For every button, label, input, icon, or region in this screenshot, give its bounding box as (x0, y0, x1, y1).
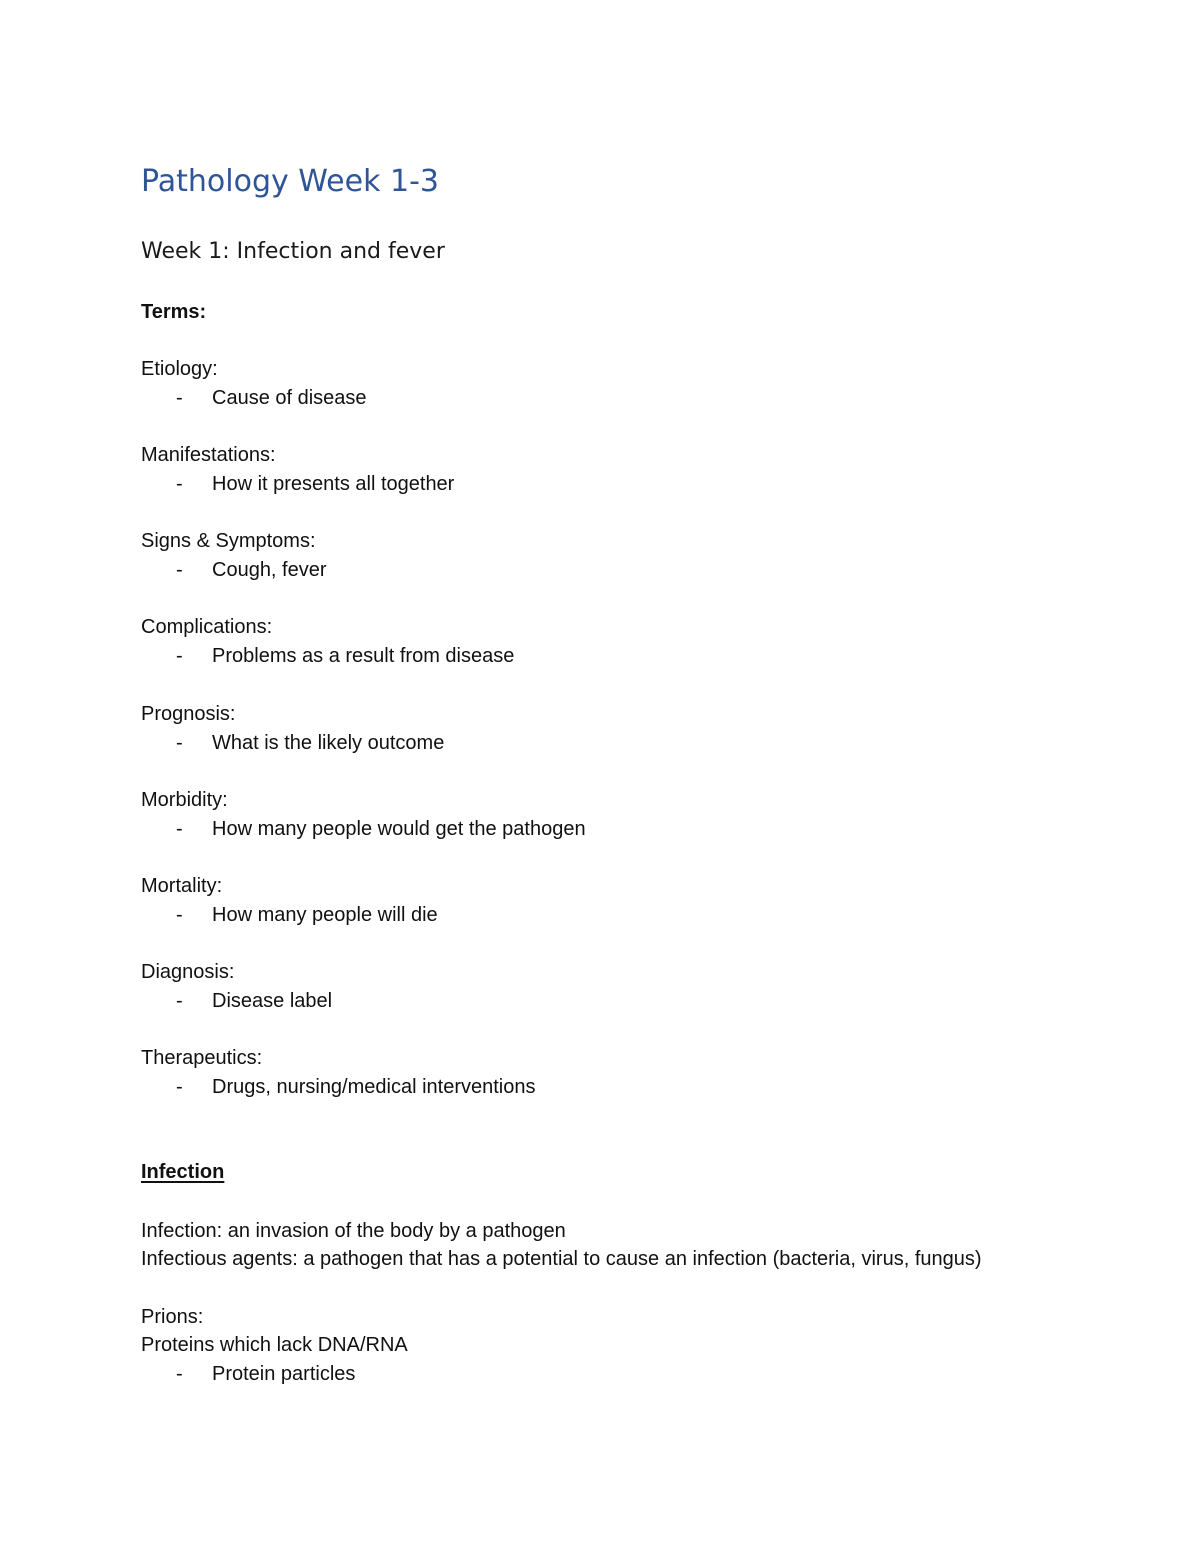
term-definition: Drugs, nursing/medical interventions (212, 1076, 536, 1098)
infectious-agents-definition: Infectious agents: a pathogen that has a potential to cause an infection (bacteria, virus, fungus) (141, 1248, 982, 1270)
prions-heading: Prions: (141, 1306, 204, 1328)
term-definition: How many people will die (212, 904, 438, 926)
document-title: Pathology Week 1-3 (141, 164, 440, 199)
bullet-dash: - (176, 732, 183, 754)
infection-heading: Infection (141, 1161, 225, 1183)
term-definition: What is the likely outcome (212, 732, 445, 754)
term-label: Prognosis: (141, 703, 236, 725)
bullet-dash: - (176, 1076, 183, 1098)
bullet-dash: - (176, 387, 183, 409)
bullet-dash: - (176, 904, 183, 926)
bullet-dash: - (176, 645, 183, 667)
term-label: Signs & Symptoms: (141, 530, 316, 552)
bullet-dash: - (176, 818, 183, 840)
term-label: Etiology: (141, 358, 218, 380)
term-label: Manifestations: (141, 444, 276, 466)
term-definition: Disease label (212, 990, 333, 1012)
term-label: Mortality: (141, 875, 223, 897)
term-label: Therapeutics: (141, 1047, 263, 1069)
prions-bullet: Protein particles (212, 1363, 356, 1385)
term-label: Diagnosis: (141, 961, 235, 983)
term-definition: Cause of disease (212, 387, 367, 409)
prions-definition: Proteins which lack DNA/RNA (141, 1334, 408, 1356)
bullet-dash: - (176, 990, 183, 1012)
terms-heading: Terms: (141, 301, 207, 323)
term-label: Morbidity: (141, 789, 228, 811)
term-definition: How many people would get the pathogen (212, 818, 586, 840)
term-definition: Cough, fever (212, 559, 327, 581)
infection-definition: Infection: an invasion of the body by a pathogen (141, 1220, 566, 1242)
bullet-dash: - (176, 473, 183, 495)
bullet-dash: - (176, 1363, 183, 1385)
bullet-dash: - (176, 559, 183, 581)
week-subtitle: Week 1: Infection and fever (141, 239, 445, 264)
term-definition: Problems as a result from disease (212, 645, 515, 667)
term-definition: How it presents all together (212, 473, 455, 495)
term-label: Complications: (141, 616, 273, 638)
